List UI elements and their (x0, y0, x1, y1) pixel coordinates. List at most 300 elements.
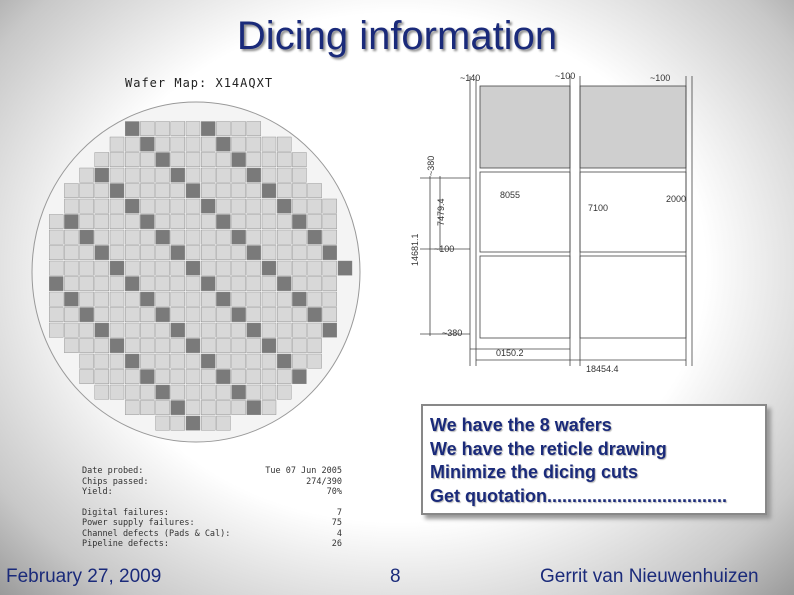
wafer-chip (64, 277, 78, 291)
wafer-chip (247, 230, 261, 244)
wafer-chip (156, 230, 170, 244)
reticle-die-bot-right (580, 256, 686, 338)
wafer-chip (201, 370, 215, 384)
wafer-chip (216, 137, 230, 151)
wafer-chip (156, 385, 170, 399)
wafer-chip (277, 199, 291, 213)
stat-label: Channel defects (Pads & Cal): (82, 528, 231, 539)
note-line-3: Minimize the dicing cuts (430, 462, 639, 482)
wafer-chip (186, 292, 200, 306)
wafer-chip (125, 153, 139, 167)
note-line-1: We have the 8 wafers (430, 415, 612, 435)
wafer-chip (247, 292, 261, 306)
wafer-chip (186, 261, 200, 275)
wafer-chip (232, 199, 246, 213)
wafer-chip (125, 401, 139, 415)
wafer-chip (292, 168, 306, 182)
wafer-chip (95, 261, 109, 275)
wafer-chip (186, 215, 200, 229)
wafer-chip (80, 370, 94, 384)
wafer-chip (110, 308, 124, 322)
wafer-chip (95, 199, 109, 213)
wafer-chip (110, 277, 124, 291)
wafer-chip (140, 168, 154, 182)
wafer-chip (186, 230, 200, 244)
wafer-chip (156, 184, 170, 198)
wafer-chip (171, 370, 185, 384)
wafer-chip (95, 385, 109, 399)
wafer-chip (64, 246, 78, 260)
wafer-chip (216, 261, 230, 275)
wafer-chip (201, 199, 215, 213)
note-line-4: Get quotation.................................... (430, 485, 728, 506)
wafer-chip (95, 184, 109, 198)
wafer-chip (232, 246, 246, 260)
wafer-chip (216, 215, 230, 229)
wafer-chip (277, 246, 291, 260)
wafer-chip (125, 292, 139, 306)
wafer-chip (80, 199, 94, 213)
wafer-chip (140, 246, 154, 260)
wafer-chip (292, 323, 306, 337)
wafer-chip (201, 401, 215, 415)
wafer-chip (216, 308, 230, 322)
wafer-chip (95, 215, 109, 229)
wafer-chip (277, 308, 291, 322)
footer-author: Gerrit van Nieuwenhuizen (540, 566, 759, 587)
stat-label: Date probed: (82, 466, 144, 476)
wafer-chip (156, 137, 170, 151)
wafer-chip (216, 323, 230, 337)
wafer-chip (171, 308, 185, 322)
wafer-chip (140, 308, 154, 322)
dim-top-left: ~140 (460, 73, 481, 83)
wafer-chip (201, 137, 215, 151)
wafer-chip (156, 277, 170, 291)
wafer-chip (125, 277, 139, 291)
wafer-chip (262, 215, 276, 229)
wafer-chip (95, 153, 109, 167)
wafer-chip (186, 401, 200, 415)
wafer-chip (95, 168, 109, 182)
reticle-die-bot-left (480, 256, 570, 338)
stat-row (82, 518, 342, 529)
wafer-chip (49, 292, 63, 306)
wafer-chip (292, 292, 306, 306)
dim-2000: 2000 (666, 194, 687, 204)
wafer-chip (64, 261, 78, 275)
footer-page-number: 8 (390, 566, 401, 587)
wafer-chip (125, 168, 139, 182)
wafer-chip (125, 246, 139, 260)
wafer-chip (216, 277, 230, 291)
wafer-chip (125, 385, 139, 399)
wafer-chip (110, 323, 124, 337)
wafer-chip (140, 199, 154, 213)
wafer-map-diagram (30, 100, 362, 445)
wafer-chip (216, 385, 230, 399)
wafer-chip (80, 323, 94, 337)
wafer-chip (186, 168, 200, 182)
wafer-chip (140, 122, 154, 136)
wafer-chip (156, 122, 170, 136)
wafer-chip (262, 137, 276, 151)
reticle-die-mid-left (480, 172, 570, 252)
wafer-chip (323, 246, 337, 260)
wafer-chip (292, 199, 306, 213)
wafer-chip (277, 184, 291, 198)
wafer-chip (125, 184, 139, 198)
wafer-chip (95, 230, 109, 244)
wafer-chip (49, 308, 63, 322)
wafer-chip (277, 230, 291, 244)
wafer-chip (323, 261, 337, 275)
wafer-chip (262, 385, 276, 399)
wafer-chip (140, 153, 154, 167)
stat-row (82, 477, 342, 488)
wafer-chip (308, 230, 322, 244)
wafer-chip (171, 292, 185, 306)
wafer-chip (110, 153, 124, 167)
stat-value: 7 (336, 507, 342, 518)
wafer-chip (277, 261, 291, 275)
reticle-die-top-left (480, 86, 570, 168)
wafer-chip (232, 168, 246, 182)
wafer-chip (186, 339, 200, 353)
wafer-chip (323, 230, 337, 244)
wafer-chip (64, 339, 78, 353)
wafer-chip (95, 308, 109, 322)
wafer-chip (262, 401, 276, 415)
wafer-chip (140, 277, 154, 291)
wafer-chip (247, 339, 261, 353)
wafer-chip (247, 184, 261, 198)
wafer-chip (171, 323, 185, 337)
wafer-chip (232, 292, 246, 306)
wafer-chip (201, 215, 215, 229)
wafer-chip (156, 339, 170, 353)
wafer-chip (201, 277, 215, 291)
wafer-chip (95, 246, 109, 260)
wafer-chip (216, 168, 230, 182)
wafer-chip (125, 122, 139, 136)
wafer-chip (110, 354, 124, 368)
wafer-chip (110, 230, 124, 244)
wafer-chip (323, 215, 337, 229)
wafer-chip (292, 230, 306, 244)
wafer-chip (201, 261, 215, 275)
wafer-chip (262, 199, 276, 213)
wafer-chip (247, 261, 261, 275)
dim-7479: 7479.4 (436, 198, 446, 226)
wafer-chip (323, 308, 337, 322)
wafer-chip (292, 261, 306, 275)
wafer-chip (247, 246, 261, 260)
wafer-chip (125, 354, 139, 368)
wafer-chip (95, 354, 109, 368)
reticle-die-top-right (580, 86, 686, 168)
wafer-chip (277, 370, 291, 384)
wafer-chip (247, 370, 261, 384)
wafer-chip (216, 370, 230, 384)
wafer-chip (216, 184, 230, 198)
wafer-chip (156, 323, 170, 337)
wafer-chip (186, 323, 200, 337)
wafer-chip (201, 339, 215, 353)
wafer-chip (216, 230, 230, 244)
wafer-chip (171, 215, 185, 229)
wafer-chip (125, 199, 139, 213)
wafer-chip (201, 416, 215, 430)
wafer-chip (308, 246, 322, 260)
wafer-chip (216, 416, 230, 430)
wafer-chip (95, 370, 109, 384)
wafer-chip (171, 246, 185, 260)
wafer-chip (308, 292, 322, 306)
wafer-chip (156, 401, 170, 415)
wafer-chip (201, 246, 215, 260)
wafer-chip (80, 261, 94, 275)
wafer-chip (110, 292, 124, 306)
footer-date: February 27, 2009 (6, 566, 162, 587)
dim-18454: 18454.4 (586, 364, 619, 374)
wafer-chip (292, 184, 306, 198)
wafer-chip (262, 308, 276, 322)
wafer-chip (277, 153, 291, 167)
wafer-chip (140, 215, 154, 229)
wafer-chip (308, 199, 322, 213)
wafer-chip (49, 261, 63, 275)
wafer-chip (64, 292, 78, 306)
wafer-chip (232, 385, 246, 399)
notes-box (421, 404, 767, 515)
wafer-chip (201, 168, 215, 182)
wafer-chip (49, 246, 63, 260)
wafer-chip (125, 215, 139, 229)
wafer-chip (232, 230, 246, 244)
wafer-chip (292, 277, 306, 291)
wafer-chip (277, 137, 291, 151)
wafer-chip (232, 370, 246, 384)
wafer-chip (171, 339, 185, 353)
wafer-chip (95, 323, 109, 337)
wafer-chip (156, 292, 170, 306)
stats-gap (82, 498, 342, 508)
wafer-chip (171, 354, 185, 368)
wafer-chip (277, 354, 291, 368)
dim-top-mid: ~100 (555, 71, 576, 81)
wafer-chip (110, 370, 124, 384)
wafer-chip (201, 385, 215, 399)
wafer-chip (64, 184, 78, 198)
wafer-chip (125, 339, 139, 353)
wafer-chip (292, 370, 306, 384)
dim-7100: 7100 (588, 203, 609, 213)
wafer-chip (277, 323, 291, 337)
wafer-chip (308, 323, 322, 337)
wafer-chip (80, 215, 94, 229)
stat-label: Yield: (82, 487, 113, 497)
wafer-chip (262, 354, 276, 368)
wafer-chip (110, 385, 124, 399)
wafer-chip (125, 230, 139, 244)
wafer-chip (80, 292, 94, 306)
wafer-chip (216, 339, 230, 353)
wafer-chip (80, 168, 94, 182)
wafer-chip (262, 339, 276, 353)
stat-value: 4 (336, 528, 342, 539)
wafer-chip (110, 261, 124, 275)
wafer-chip (216, 246, 230, 260)
wafer-chip (125, 370, 139, 384)
wafer-chip (95, 292, 109, 306)
wafer-chip (277, 277, 291, 291)
stat-row (82, 539, 342, 550)
wafer-chip (232, 354, 246, 368)
wafer-chip (201, 184, 215, 198)
wafer-chip (338, 261, 352, 275)
wafer-chip (110, 199, 124, 213)
wafer-chip (232, 308, 246, 322)
wafer-chip (186, 385, 200, 399)
wafer-chip (323, 199, 337, 213)
wafer-chip (125, 323, 139, 337)
wafer-chip (80, 339, 94, 353)
wafer-chip (201, 292, 215, 306)
wafer-chip (247, 354, 261, 368)
wafer-chip (140, 137, 154, 151)
wafer-chip (156, 416, 170, 430)
wafer-chip (171, 230, 185, 244)
wafer-chip (262, 230, 276, 244)
wafer-chip (95, 277, 109, 291)
wafer-chip (156, 246, 170, 260)
wafer-chip (292, 308, 306, 322)
wafer-chip (323, 277, 337, 291)
wafer-chip (292, 246, 306, 260)
wafer-chip (308, 308, 322, 322)
wafer-chip (140, 401, 154, 415)
wafer-chip (186, 370, 200, 384)
wafer-chip (186, 416, 200, 430)
stat-label: Chips passed: (82, 476, 149, 487)
wafer-chip (262, 246, 276, 260)
wafer-chip (232, 261, 246, 275)
wafer-chip (64, 199, 78, 213)
wafer-chip (247, 401, 261, 415)
wafer-chip (308, 215, 322, 229)
wafer-chip (216, 122, 230, 136)
stat-value: 75 (331, 518, 342, 528)
wafer-chip (247, 308, 261, 322)
wafer-chip (308, 261, 322, 275)
wafer-chip (156, 199, 170, 213)
wafer-chip (247, 137, 261, 151)
dim-8055: 8055 (500, 190, 521, 200)
wafer-chip (216, 292, 230, 306)
wafer-chip (140, 370, 154, 384)
wafer-chip (308, 277, 322, 291)
stat-value: 26 (331, 539, 342, 549)
stat-row (82, 466, 342, 477)
wafer-chip (232, 339, 246, 353)
wafer-chip (171, 401, 185, 415)
stat-row (82, 529, 342, 540)
wafer-chip (323, 323, 337, 337)
wafer-chip (232, 215, 246, 229)
wafer-chip (125, 308, 139, 322)
note-line-2: We have the reticle drawing (430, 438, 667, 459)
wafer-chip (277, 168, 291, 182)
stat-value: 70% (326, 487, 342, 497)
wafer-chip (49, 323, 63, 337)
wafer-chip (186, 354, 200, 368)
wafer-chip (277, 215, 291, 229)
wafer-chip (156, 261, 170, 275)
wafer-chip (64, 323, 78, 337)
wafer-chip (140, 354, 154, 368)
dim-left-bot: ~380 (442, 328, 463, 338)
wafer-chip (171, 168, 185, 182)
wafer-chip (49, 215, 63, 229)
wafer-chip (262, 184, 276, 198)
dim-top-right: ~100 (650, 73, 671, 83)
wafer-chip (171, 261, 185, 275)
wafer-chip (140, 339, 154, 353)
wafer-chip (80, 277, 94, 291)
wafer-chip (171, 137, 185, 151)
wafer-chip (308, 184, 322, 198)
wafer-chip (232, 323, 246, 337)
wafer-chip (49, 230, 63, 244)
wafer-chip (156, 370, 170, 384)
wafer-chip (80, 246, 94, 260)
wafer-chip (110, 168, 124, 182)
wafer-map-label: Wafer Map: X14AQXT (125, 76, 274, 90)
wafer-chip (186, 137, 200, 151)
probe-stats (82, 466, 342, 550)
wafer-chip (110, 137, 124, 151)
wafer-chip (216, 153, 230, 167)
wafer-chip (110, 215, 124, 229)
wafer-chip (156, 354, 170, 368)
wafer-chip (171, 153, 185, 167)
wafer-chip (156, 215, 170, 229)
wafer-chip (110, 184, 124, 198)
wafer-chip (186, 277, 200, 291)
wafer-chip (201, 122, 215, 136)
wafer-chip (247, 122, 261, 136)
wafer-chip (201, 354, 215, 368)
wafer-chip (292, 354, 306, 368)
wafer-chip (156, 168, 170, 182)
wafer-chip (308, 339, 322, 353)
wafer-chip (262, 277, 276, 291)
wafer-chip (201, 230, 215, 244)
wafer-chip (262, 261, 276, 275)
wafer-chip (186, 153, 200, 167)
wafer-chip (232, 277, 246, 291)
wafer-chip (216, 199, 230, 213)
wafer-chip (64, 308, 78, 322)
wafer-chip (49, 277, 63, 291)
wafer-chip (262, 370, 276, 384)
wafer-chip (80, 230, 94, 244)
wafer-chip (64, 230, 78, 244)
stat-value: 274/390 (306, 476, 342, 487)
wafer-chip (80, 184, 94, 198)
stat-label: Digital failures: (82, 507, 169, 518)
